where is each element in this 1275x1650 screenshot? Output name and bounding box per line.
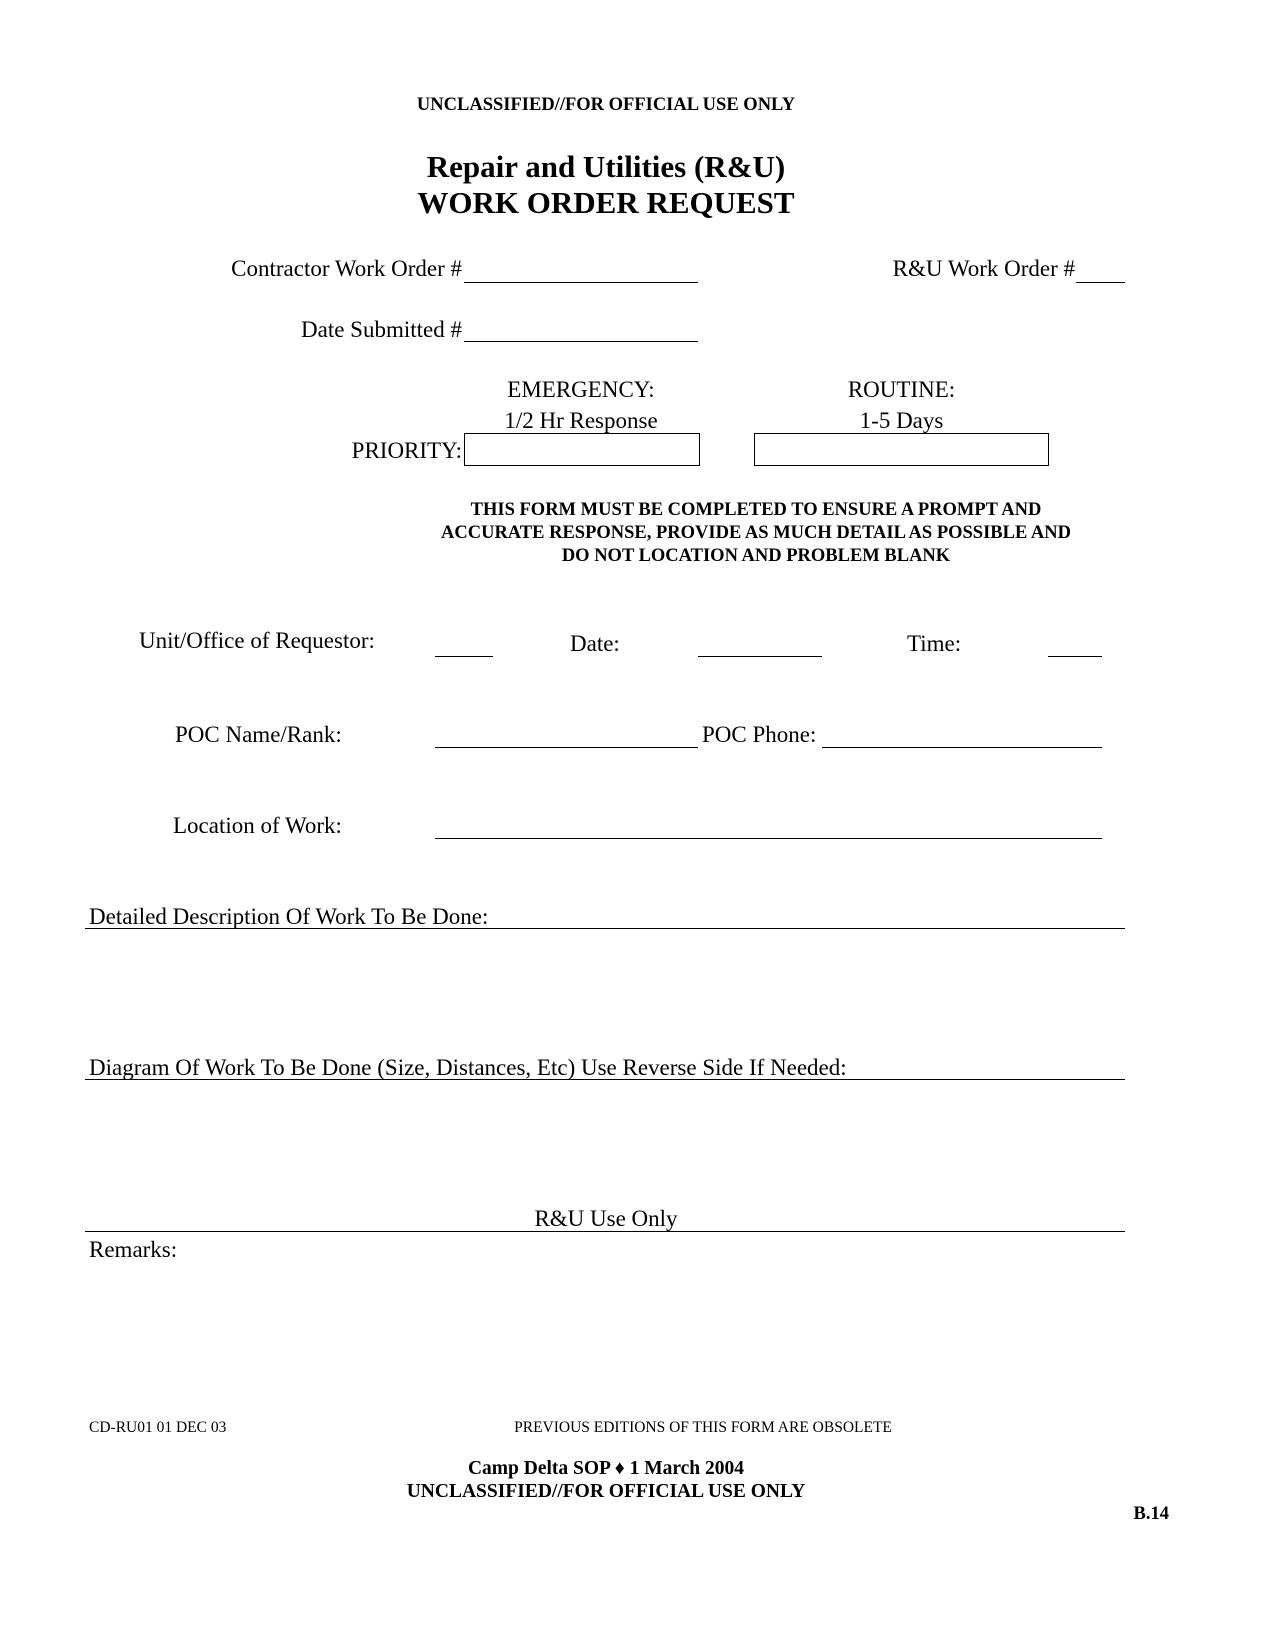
diagram-label: Diagram Of Work To Be Done (Size, Distances, Etc) Use Reverse Side If Needed: [89, 1055, 847, 1080]
rnu-work-order-label: R&U Work Order # [892, 256, 1075, 281]
routine-label: ROUTINE: [847, 377, 956, 402]
sop-line: Camp Delta SOP ♦ 1 March 2004 [467, 1458, 745, 1479]
obsolete-notice: PREVIOUS EDITIONS OF THIS FORM ARE OBSOLETE [514, 1419, 892, 1436]
instructions-notice [402, 499, 1110, 568]
poc-name-field[interactable] [435, 747, 698, 748]
rnu-work-order-field[interactable] [1076, 282, 1125, 283]
unit-office-field[interactable] [435, 656, 493, 657]
page-number: B.14 [1133, 1504, 1169, 1524]
location-field[interactable] [435, 838, 1102, 839]
classification-footer: UNCLASSIFIED//FOR OFFICIAL USE ONLY [406, 1481, 806, 1502]
description-area[interactable] [85, 931, 1125, 1051]
request-time-label: Time: [907, 631, 962, 656]
request-date-field[interactable] [698, 656, 822, 657]
unit-office-label: Unit/Office of Requestor: [139, 628, 375, 653]
poc-phone-label: POC Phone: [702, 722, 817, 747]
notice-line-3: DO NOT LOCATION AND PROBLEM BLANK [561, 546, 951, 566]
request-time-field[interactable] [1048, 656, 1102, 657]
description-label: Detailed Description Of Work To Be Done: [89, 904, 489, 929]
emergency-priority-box[interactable] [464, 433, 700, 466]
poc-phone-field[interactable] [822, 747, 1102, 748]
rnu-use-only-label: R&U Use Only [534, 1206, 678, 1231]
date-submitted-field[interactable] [464, 341, 698, 342]
rnu-use-only-rule [85, 1231, 1125, 1232]
notice-line-1: THIS FORM MUST BE COMPLETED TO ENSURE A PROMPT AND [470, 500, 1042, 520]
form-id: CD-RU01 01 DEC 03 [89, 1419, 227, 1436]
description-rule [85, 928, 1125, 929]
location-label: Location of Work: [173, 813, 342, 838]
remarks-area[interactable] [85, 1268, 1125, 1398]
form-subtitle: WORK ORDER REQUEST [417, 185, 795, 220]
notice-line-2: ACCURATE RESPONSE, PROVIDE AS MUCH DETAIL AS POSSIBLE AND [441, 523, 1071, 543]
emergency-response-time: 1/2 Hr Response [504, 408, 658, 433]
request-date-label: Date: [570, 631, 620, 656]
routine-priority-box[interactable] [754, 433, 1049, 466]
routine-response-time: 1-5 Days [859, 408, 944, 433]
remarks-label: Remarks: [89, 1237, 178, 1262]
form-title: Repair and Utilities (R&U) [426, 149, 786, 184]
classification-header: UNCLASSIFIED//FOR OFFICIAL USE ONLY [416, 95, 796, 115]
date-submitted-label: Date Submitted # [301, 317, 462, 342]
contractor-work-order-label: Contractor Work Order # [231, 256, 462, 281]
emergency-label: EMERGENCY: [507, 377, 655, 402]
poc-name-label: POC Name/Rank: [175, 722, 342, 747]
contractor-work-order-field[interactable] [464, 282, 698, 283]
priority-label: PRIORITY: [351, 438, 462, 463]
diagram-area[interactable] [85, 1082, 1125, 1202]
diagram-rule [85, 1079, 1125, 1080]
